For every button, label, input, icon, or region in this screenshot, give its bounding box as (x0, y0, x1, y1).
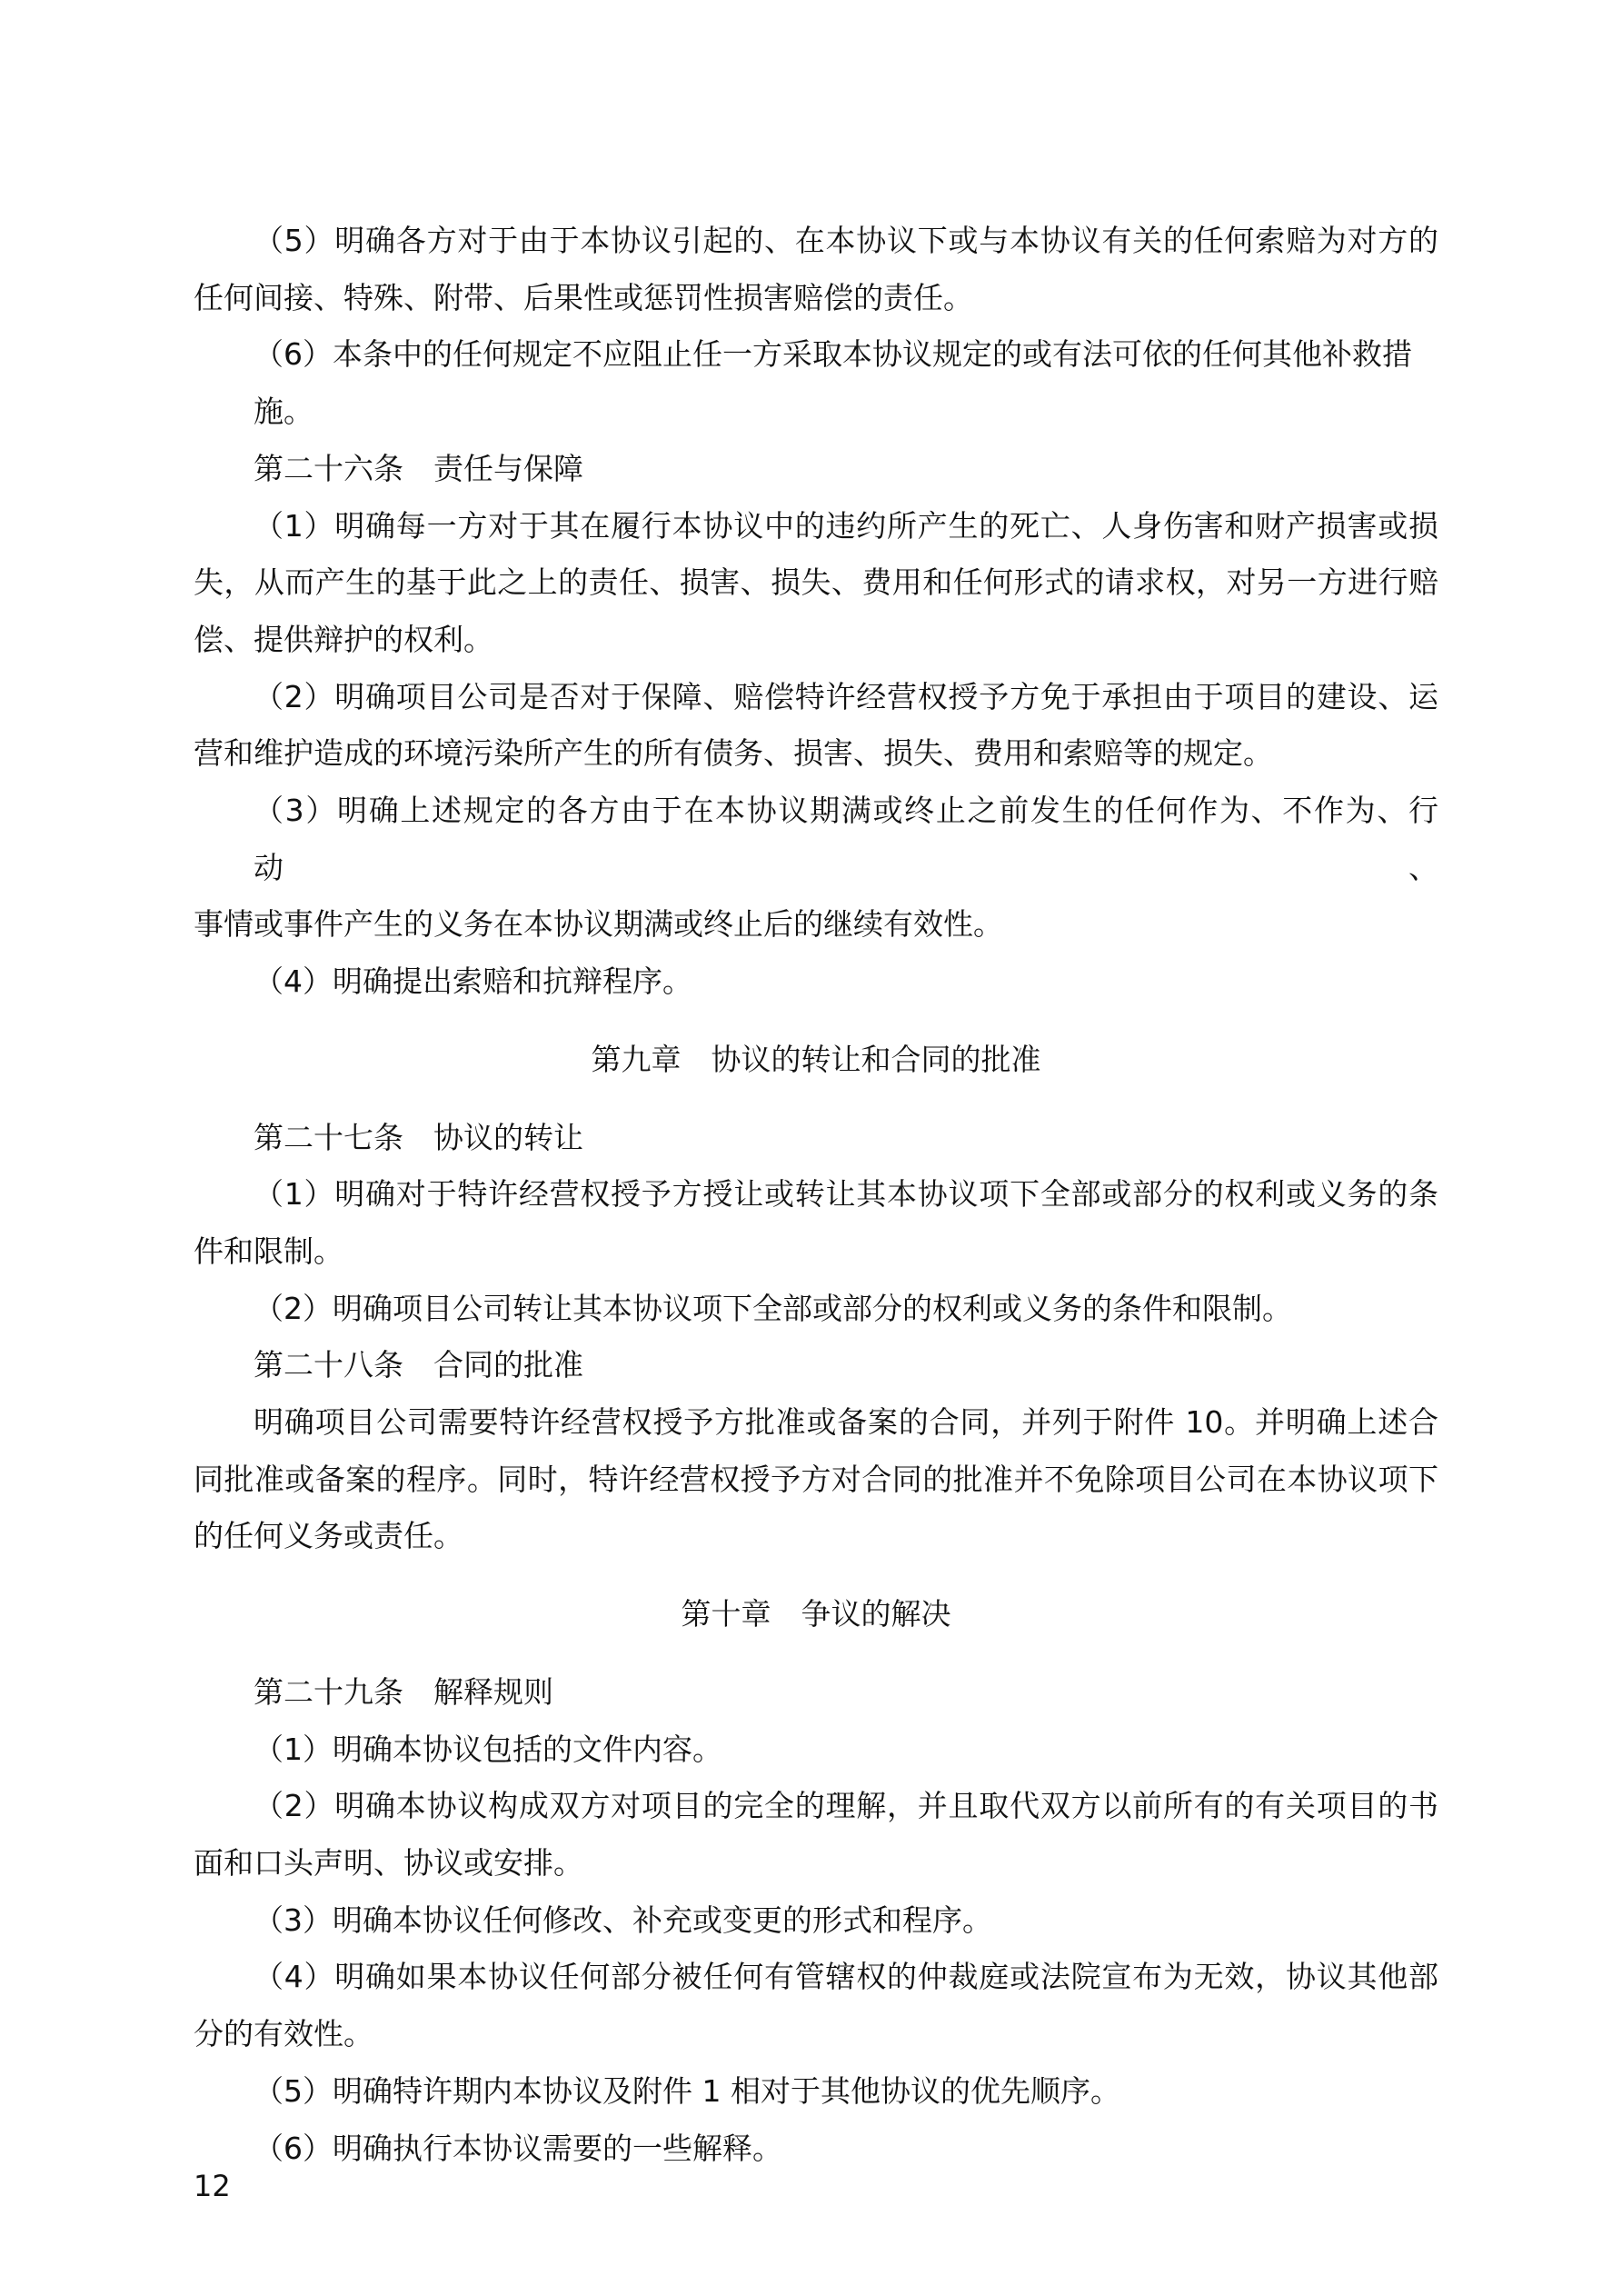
paragraph (194, 953, 1438, 1011)
text-line: 任何间接、特殊、附带、后果性或惩罚性损害赔偿的责任。 (194, 279, 973, 315)
text-line: （4）明确提出索赔和抗辩程序。 (254, 963, 692, 1000)
paragraph (194, 498, 1438, 669)
text-line: （2）明确本协议构成双方对项目的完全的理解，并且取代双方以前所有的有关项目的书 (254, 1788, 1438, 1824)
text-line: （3）明确上述规定的各方由于在本协议期满或终止之前发生的任何作为、不作为、行动、 (254, 793, 1438, 885)
text-line: （2）明确项目公司转让其本协议项下全部或部分的权利或义务的条件和限制。 (254, 1290, 1292, 1326)
text-line: 第二十七条 协议的转让 (254, 1119, 583, 1155)
chapter-heading (194, 1032, 1438, 1089)
text-line: 第二十八条 合同的批准 (254, 1347, 583, 1383)
article-heading (194, 1337, 1438, 1394)
text-line: （1）明确每一方对于其在履行本协议中的违约所产生的死亡、人身伤害和财产损害或损 (254, 507, 1438, 544)
text-line: （2）明确项目公司是否对于保障、赔偿特许经营权授予方免于承担由于项目的建设、运 (254, 678, 1438, 714)
text-line: 明确项目公司需要特许经营权授予方批准或备案的合同，并列于附件 10。并明确上述合 (254, 1404, 1438, 1441)
paragraph (194, 2063, 1438, 2121)
paragraph (194, 326, 1438, 440)
text-line: 分的有效性。 (194, 2016, 373, 2052)
text-line: （4）明确如果本协议任何部分被任何有管辖权的仲裁庭或法院宣布为无效，协议其他部 (254, 1959, 1438, 1995)
paragraph (194, 1892, 1438, 1950)
document-body (194, 213, 1438, 2177)
page-number: 12 (194, 2169, 231, 2203)
text-line: 第二十九条 解释规则 (254, 1673, 553, 1710)
text-line: 同批准或备案的程序。同时，特许经营权授予方对合同的批准并不免除项目公司在本协议项下 (194, 1461, 1438, 1497)
paragraph (194, 1281, 1438, 1338)
text-line: 事情或事件产生的义务在本协议期满或终止后的继续有效性。 (194, 906, 1003, 943)
article-heading (194, 441, 1438, 498)
text-line: （5）明确特许期内本协议及附件 1 相对于其他协议的优先顺序。 (254, 2072, 1120, 2109)
text-line: （1）明确对于特许经营权授予方授让或转让其本协议项下全部或部分的权利或义务的条 (254, 1176, 1438, 1213)
text-line: 偿、提供辩护的权利。 (194, 621, 493, 657)
text-line: （3）明确本协议任何修改、补充或变更的形式和程序。 (254, 1902, 992, 1938)
paragraph (194, 783, 1438, 953)
paragraph (194, 2121, 1438, 2178)
text-line: 的任何义务或责任。 (194, 1518, 463, 1554)
paragraph (194, 213, 1438, 326)
text-line: （6）明确执行本协议需要的一些解释。 (254, 2130, 782, 2166)
text-line: 营和维护造成的环境污染所产生的所有债务、损害、损失、费用和索赔等的规定。 (194, 735, 1273, 772)
article-heading (194, 1110, 1438, 1167)
paragraph (194, 1722, 1438, 1779)
text-line: 第九章 协议的转让和合同的批准 (591, 1041, 1041, 1077)
text-line: （5）明确各方对于由于本协议引起的、在本协议下或与本协议有关的任何索赔为对方的 (254, 223, 1438, 258)
text-line: 件和限制。 (194, 1233, 343, 1269)
text-line: 第二十六条 责任与保障 (254, 450, 583, 486)
chapter-heading (194, 1586, 1438, 1643)
text-line: （1）明确本协议包括的文件内容。 (254, 1731, 722, 1767)
text-line: 第十章 争议的解决 (681, 1596, 951, 1632)
article-heading (194, 1664, 1438, 1722)
paragraph (194, 1166, 1438, 1280)
paragraph (194, 1778, 1438, 1892)
text-line: 面和口头声明、协议或安排。 (194, 1844, 583, 1881)
paragraph (194, 669, 1438, 783)
text-line: （6）本条中的任何规定不应阻止任一方采取本协议规定的或有法可依的任何其他补救措施。 (254, 336, 1412, 430)
paragraph (194, 1949, 1438, 2062)
text-line: 失，从而产生的基于此之上的责任、损害、损失、费用和任何形式的请求权，对另一方进行赔 (194, 564, 1438, 601)
paragraph (194, 1394, 1438, 1565)
